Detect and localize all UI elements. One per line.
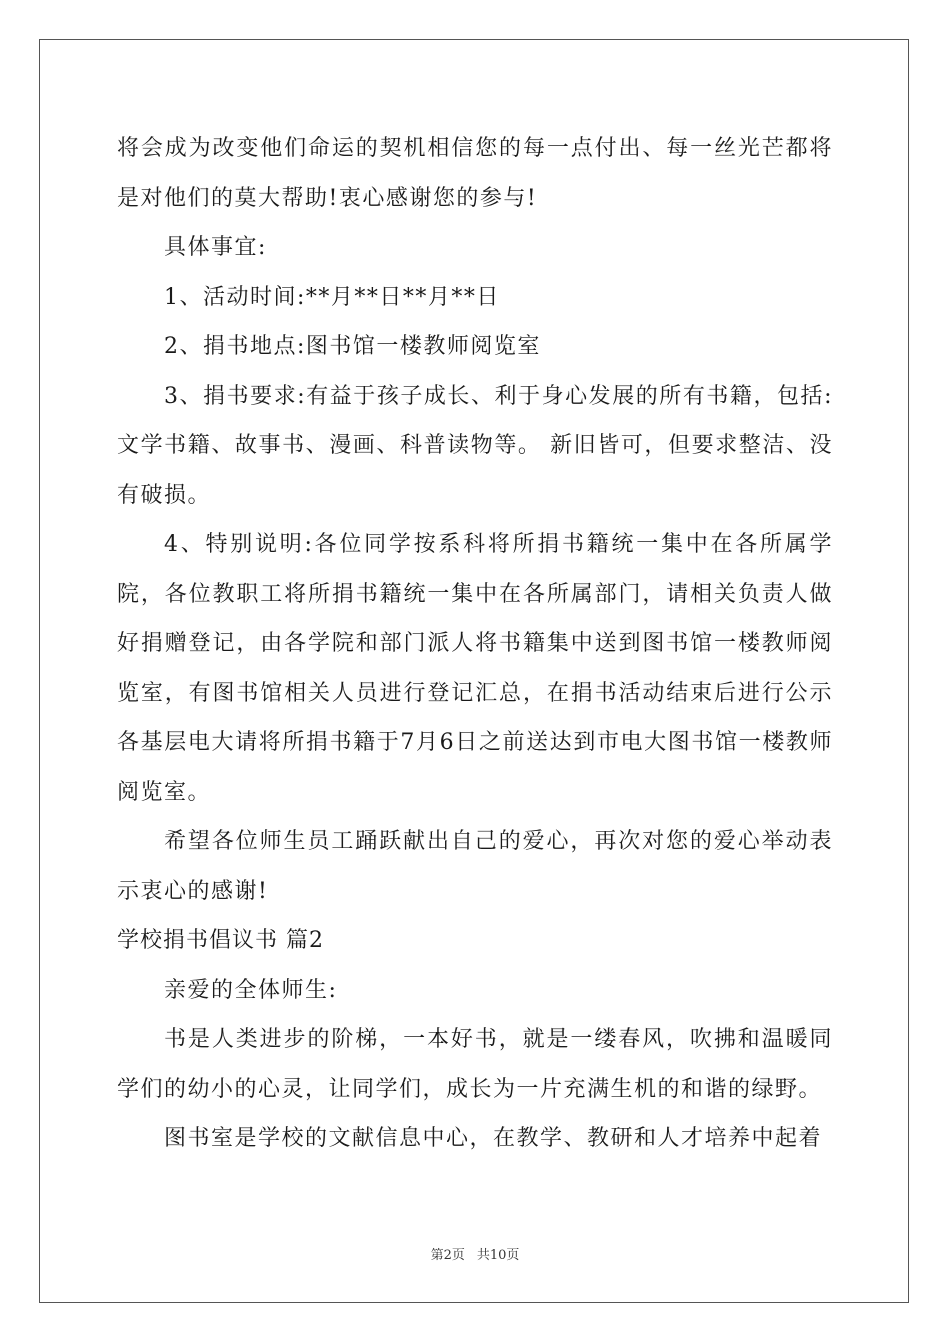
paragraph-donation-requirements: 3、捐书要求:有益于孩子成长、利于身心发展的所有书籍，包括:文学书籍、故事书、漫画、科普读物等。 新旧皆可，但要求整洁、没有破损。 xyxy=(117,383,833,508)
paragraph-details-heading: 具体事宜: xyxy=(164,235,267,260)
paragraph-salutation: 亲爱的全体师生: xyxy=(164,977,338,1003)
paragraph-activity-time: 1、活动时间:**月**日**月**日 xyxy=(164,284,500,310)
paragraph-closing-thanks: 希望各位师生员工踊跃献出自己的爱心，再次对您的爱心举动表示衷心的感谢! xyxy=(117,829,833,904)
page-number: 第2页 xyxy=(430,1248,465,1263)
paragraph-continuation: 将会成为改变他们命运的契机相信您的每一点付出、每一丝光芒都将是对他们的莫大帮助!衷心感谢您的参与! xyxy=(117,136,833,211)
page-footer xyxy=(0,1244,950,1263)
paragraph-books-intro: 书是人类进步的阶梯，一本好书，就是一缕春风，吹拂和温暖同学们的幼小的心灵，让同学们，成长为一片充满生机的和谐的绿野。 xyxy=(117,1027,833,1102)
paragraph-library-intro: 图书室是学校的文献信息中心，在教学、教研和人才培养中起着 xyxy=(164,1126,823,1151)
document-body xyxy=(117,124,833,1164)
page-total: 共10页 xyxy=(476,1248,520,1263)
section-heading: 学校捐书倡议书 篇2 xyxy=(117,928,324,953)
paragraph-special-notes: 4、特别说明:各位同学按系科将所捐书籍统一集中在各所属学院，各位教职工将所捐书籍统一集中在各所属部门，请相关负责人做好捐赠登记，由各学院和部门派人将书籍集中送到图书馆一楼教师阅览室，有图书馆相关人员进行登记汇总，在捐书活动结束后进行公示各基层电大请将所捐书籍于7月6日之前送达到市电大图书馆一楼教师阅览室。 xyxy=(117,532,833,805)
paragraph-donation-location: 2、捐书地点:图书馆一楼教师阅览室 xyxy=(164,334,541,359)
